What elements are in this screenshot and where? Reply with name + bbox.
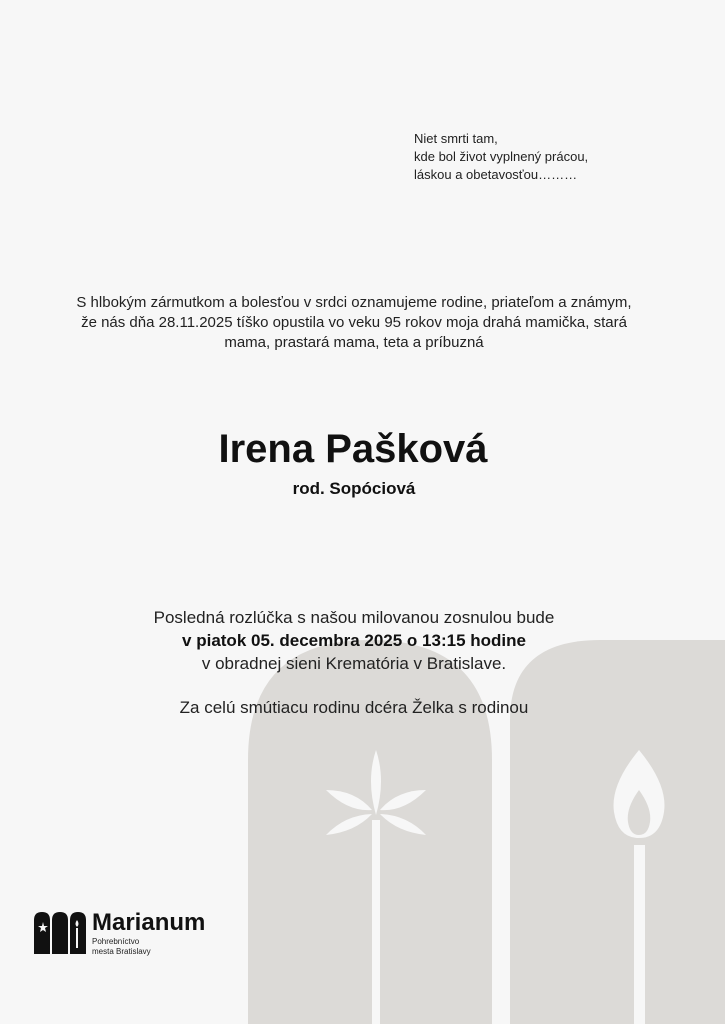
deceased-maiden-name: rod. Sopóciová bbox=[292, 479, 416, 498]
deceased-name: Irena Pašková bbox=[218, 427, 488, 471]
flower-stem-icon bbox=[372, 820, 380, 1024]
farewell-details bbox=[0, 606, 708, 675]
candle-body-icon bbox=[634, 845, 645, 1024]
decor-gap bbox=[492, 700, 510, 1024]
announcement-line: mama, prastará mama, teta a príbuzná bbox=[224, 334, 484, 351]
death-announcement bbox=[30, 293, 678, 353]
farewell-location: v obradnej sieni Krematória v Bratislave. bbox=[201, 654, 507, 673]
marianum-logo-icon bbox=[34, 910, 86, 954]
logo-text bbox=[92, 910, 205, 956]
marianum-logo bbox=[34, 910, 205, 956]
poem-line: Niet smrti tam, bbox=[414, 131, 498, 146]
poem-line: kde bol život vyplnený prácou, bbox=[414, 149, 589, 164]
poem-line: láskou a obetavosťou……… bbox=[414, 167, 578, 182]
logo-subtitle-line1: Pohrebníctvo bbox=[92, 937, 140, 946]
family-signature: Za celú smútiacu rodinu dcéra Želka s rodinou bbox=[179, 698, 529, 717]
farewell-intro: Posledná rozlúčka s našou milovanou zosnulou bude bbox=[153, 608, 555, 627]
announcement-line: S hlbokým zármutkom a bolesťou v srdci oznamujeme rodine, priateľom a známym, bbox=[76, 294, 632, 311]
logo-name: Marianum bbox=[92, 909, 206, 936]
logo-subtitle-line2: mesta Bratislavy bbox=[92, 947, 151, 956]
farewell-date-time: v piatok 05. decembra 2025 o 13:15 hodine bbox=[182, 631, 526, 650]
poem-quote bbox=[414, 130, 588, 184]
announcement-line: že nás dňa 28.11.2025 tíško opustila vo veku 95 rokov moja drahá mamička, stará bbox=[81, 314, 627, 331]
